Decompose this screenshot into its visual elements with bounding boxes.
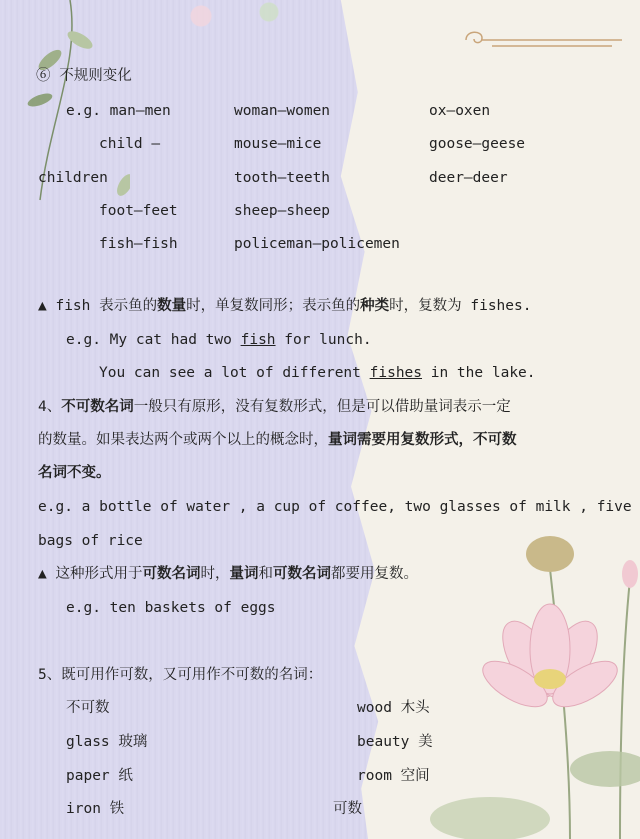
pair-children: children	[38, 170, 108, 186]
section4-note-and: 和	[258, 566, 273, 582]
swirl-ornament-icon	[462, 28, 626, 50]
section4-line-1	[38, 397, 511, 417]
pair-tooth-teeth: tooth—teeth	[234, 170, 331, 186]
section4-line-2	[38, 430, 517, 450]
pair-child: child —	[99, 136, 161, 152]
fish-example-1-underline: fish	[240, 332, 276, 348]
section5-heading: 5、既可用作可数，又可用作不可数的名词：	[38, 667, 323, 683]
section4-note-text: ▲ 这种形式用于	[38, 566, 143, 582]
word-wood: wood 木头	[357, 700, 430, 716]
fish-note-text-end: 时，复数为 fishes.	[389, 298, 532, 314]
pair-mouse-mice: mouse—mice	[234, 136, 322, 152]
fish-example-1	[66, 330, 372, 350]
triangle-icon: ▲	[38, 298, 47, 314]
word-beauty: beauty 美	[357, 734, 433, 750]
section4-note-mid: 时，	[200, 566, 230, 582]
section4-note-bold-1: 可数名词	[142, 566, 201, 582]
pair-ox-oxen: ox—oxen	[429, 103, 491, 119]
section4-note-end: 都要用复数。	[330, 566, 418, 582]
word-room: room 空间	[357, 768, 430, 784]
fish-note	[38, 296, 531, 316]
countable-label: 可数	[333, 801, 362, 817]
fish-example-2	[99, 363, 536, 383]
pair-foot-feet: foot—feet	[99, 203, 178, 219]
fish-example-2-text: You can see a lot of different	[99, 365, 370, 381]
pair-man-men: e.g. man—men	[66, 103, 171, 119]
section4-example-2: bags of rice	[38, 533, 143, 549]
fish-note-bold-quantity: 数量	[157, 298, 187, 314]
fish-example-1-text: e.g. My cat had two	[66, 332, 241, 348]
section4-text-2: 的数量。如果表达两个或两个以上的概念时，	[38, 432, 328, 448]
section4-note	[38, 564, 418, 584]
section4-bold-plural-rule: 量词需要用复数形式，不可数	[328, 432, 517, 448]
fish-example-2-end: in the lake.	[422, 365, 536, 381]
fish-note-text-mid: 时，单复数同形；表示鱼的	[186, 298, 361, 314]
section4-note-bold-3: 可数名词	[272, 566, 331, 582]
section4-line-3: 名词不变。	[38, 465, 111, 481]
pair-deer-deer: deer—deer	[429, 170, 508, 186]
section4-number: 4、	[38, 399, 62, 415]
fish-note-text: fish 表示鱼的	[46, 298, 158, 314]
word-iron: iron 铁	[66, 801, 125, 817]
fish-note-bold-kind: 种类	[360, 298, 390, 314]
pair-goose-geese: goose—geese	[429, 136, 526, 152]
section4-bold-uncountable: 不可数名词	[61, 399, 134, 415]
pair-policeman-policemen: policeman—policemen	[234, 236, 400, 252]
section4-example-3: e.g. ten baskets of eggs	[66, 600, 276, 616]
fish-example-1-end: for lunch.	[275, 332, 372, 348]
uncountable-label: 不可数	[66, 700, 110, 716]
section4-text-1: 一般只有原形，没有复数形式，但是可以借助量词表示一定	[133, 399, 511, 415]
section4-example-1: e.g. a bottle of water , a cup of coffee, two glasses of milk , five	[38, 499, 632, 515]
pair-woman-women: woman—women	[234, 103, 331, 119]
section6-heading: ⑥ 不规则变化	[36, 68, 132, 84]
word-glass: glass 玻璃	[66, 734, 148, 750]
pair-sheep-sheep: sheep—sheep	[234, 203, 331, 219]
lotus-illustration-icon	[420, 509, 640, 839]
pair-fish-fish: fish—fish	[99, 236, 178, 252]
word-paper: paper 纸	[66, 768, 133, 784]
floral-decoration	[150, 0, 320, 40]
fish-example-2-underline: fishes	[369, 365, 423, 381]
section4-note-bold-2: 量词	[229, 566, 259, 582]
